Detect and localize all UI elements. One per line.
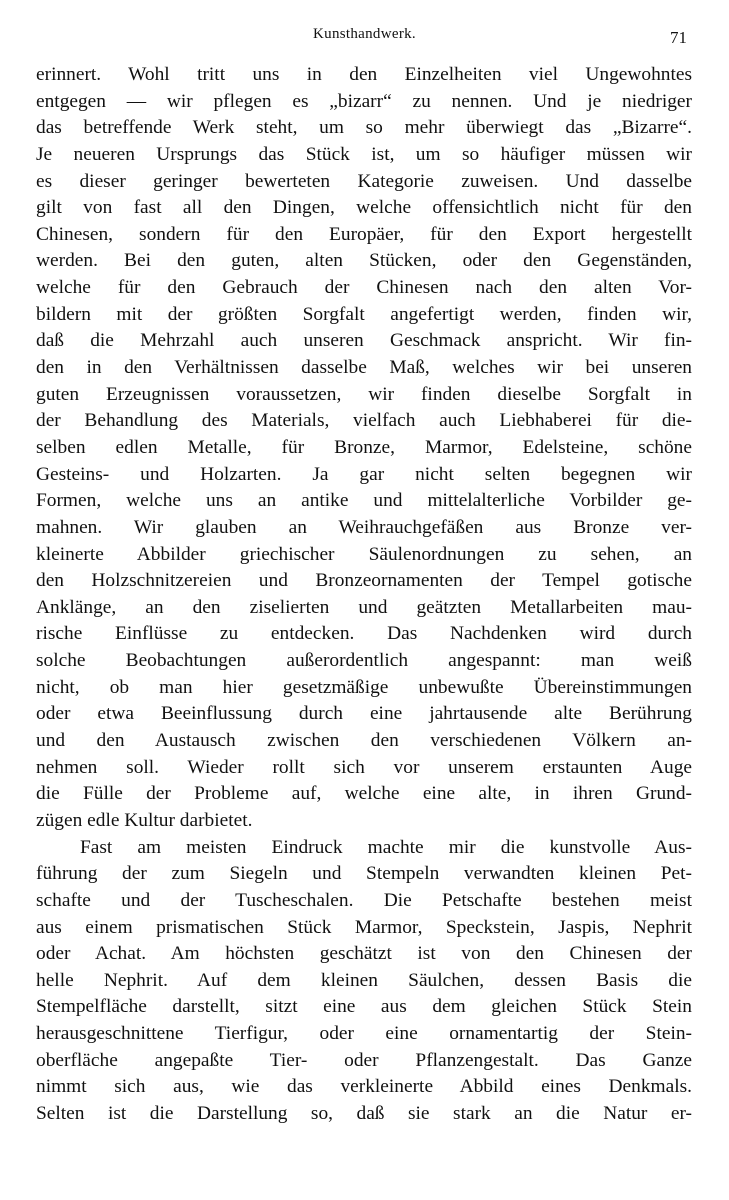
text-line: nicht, ob man hier gesetzmäßige unbewußte Übereinstimmungen [36, 676, 692, 698]
text-line: rische Einflüsse zu entdecken. Das Nachdenken wird durch [36, 623, 692, 645]
text-line: Gesteins- und Holzarten. Ja gar nicht selten begegnen wir [36, 463, 692, 485]
body-text [36, 62, 692, 1128]
text-line: nimmt sich aus, wie das verkleinerte Abbild eines Denkmals. [36, 1076, 692, 1098]
text-line: oder etwa Beeinflussung durch eine jahrtausende alte Berührung [36, 703, 692, 725]
text-line: das betreffende Werk steht, um so mehr überwiegt das „Bizarre“. [36, 117, 692, 139]
text-line: den Holzschnitzereien und Bronzeornamenten der Tempel gotische [36, 570, 692, 592]
text-line: den in den Verhältnissen dasselbe Maß, welches wir bei unseren [36, 357, 692, 379]
paragraph-1 [36, 62, 692, 835]
text-line: aus einem prismatischen Stück Marmor, Speckstein, Jaspis, Nephrit [36, 916, 692, 938]
text-line: gilt von fast all den Dingen, welche offensichtlich nicht für den [36, 197, 692, 219]
text-line: Je neueren Ursprungs das Stück ist, um so häufiger müssen wir [36, 143, 692, 165]
text-line: es dieser geringer bewerteten Kategorie zuweisen. Und dasselbe [36, 170, 692, 192]
text-line: daß die Mehrzahl auch unseren Geschmack anspricht. Wir fin- [36, 330, 692, 352]
text-line: schafte und der Tuscheschalen. Die Petschafte bestehen meist [36, 889, 692, 911]
text-line: Fast am meisten Eindruck machte mir die kunstvolle Aus- [80, 836, 692, 858]
text-line: entgegen — wir pflegen es „bizarr“ zu nennen. Und je niedriger [36, 90, 692, 112]
text-line: mahnen. Wir glauben an Weihrauchgefäßen aus Bronze ver- [36, 516, 692, 538]
text-line: werden. Bei den guten, alten Stücken, oder den Gegenständen, [36, 250, 692, 272]
text-line: Chinesen, sondern für den Europäer, für den Export hergestellt [36, 223, 692, 245]
text-line: kleinerte Abbilder griechischer Säulenordnungen zu sehen, an [36, 543, 692, 565]
text-line: Formen, welche uns an antike und mittelalterliche Vorbilder ge- [36, 490, 692, 512]
text-line: oberfläche angepaßte Tier- oder Pflanzengestalt. Das Ganze [36, 1049, 692, 1071]
text-line: zügen edle Kultur darbietet. [36, 809, 253, 831]
text-line: solche Beobachtungen außerordentlich angespannt: man weiß [36, 650, 692, 672]
text-line: bildern mit der größten Sorgfalt angefertigt werden, finden wir, [36, 303, 692, 325]
text-line: Stempelfläche darstellt, sitzt eine aus dem gleichen Stück Stein [36, 996, 692, 1018]
text-line: nehmen soll. Wieder rollt sich vor unserem erstaunten Auge [36, 756, 692, 778]
running-head [0, 22, 729, 46]
text-line: helle Nephrit. Auf dem kleinen Säulchen, dessen Basis die [36, 969, 692, 991]
text-line: oder Achat. Am höchsten geschätzt ist von den Chinesen der [36, 943, 692, 965]
text-line: guten Erzeugnissen voraussetzen, wir finden dieselbe Sorgfalt in [36, 383, 692, 405]
text-line: welche für den Gebrauch der Chinesen nach den alten Vor- [36, 277, 692, 299]
running-title: Kunsthandwerk. [313, 26, 416, 42]
text-line: selben edlen Metalle, für Bronze, Marmor, Edelsteine, schöne [36, 436, 692, 458]
text-line: der Behandlung des Materials, vielfach auch Liebhaberei für die- [36, 410, 692, 432]
text-line: führung der zum Siegeln und Stempeln verwandten kleinen Pet- [36, 863, 692, 885]
text-line: und den Austausch zwischen den verschiedenen Völkern an- [36, 730, 692, 752]
page-number: 71 [670, 28, 687, 47]
text-line: Selten ist die Darstellung so, daß sie stark an die Natur er- [36, 1102, 692, 1124]
text-line: herausgeschnittene Tierfigur, oder eine ornamentartig der Stein- [36, 1023, 692, 1045]
paragraph-2 [36, 835, 692, 1128]
text-line: die Fülle der Probleme auf, welche eine alte, in ihren Grund- [36, 783, 692, 805]
text-line: erinnert. Wohl tritt uns in den Einzelheiten viel Ungewohntes [36, 64, 692, 85]
text-line: Anklänge, an den ziselierten und geätzten Metallarbeiten mau- [36, 596, 692, 618]
